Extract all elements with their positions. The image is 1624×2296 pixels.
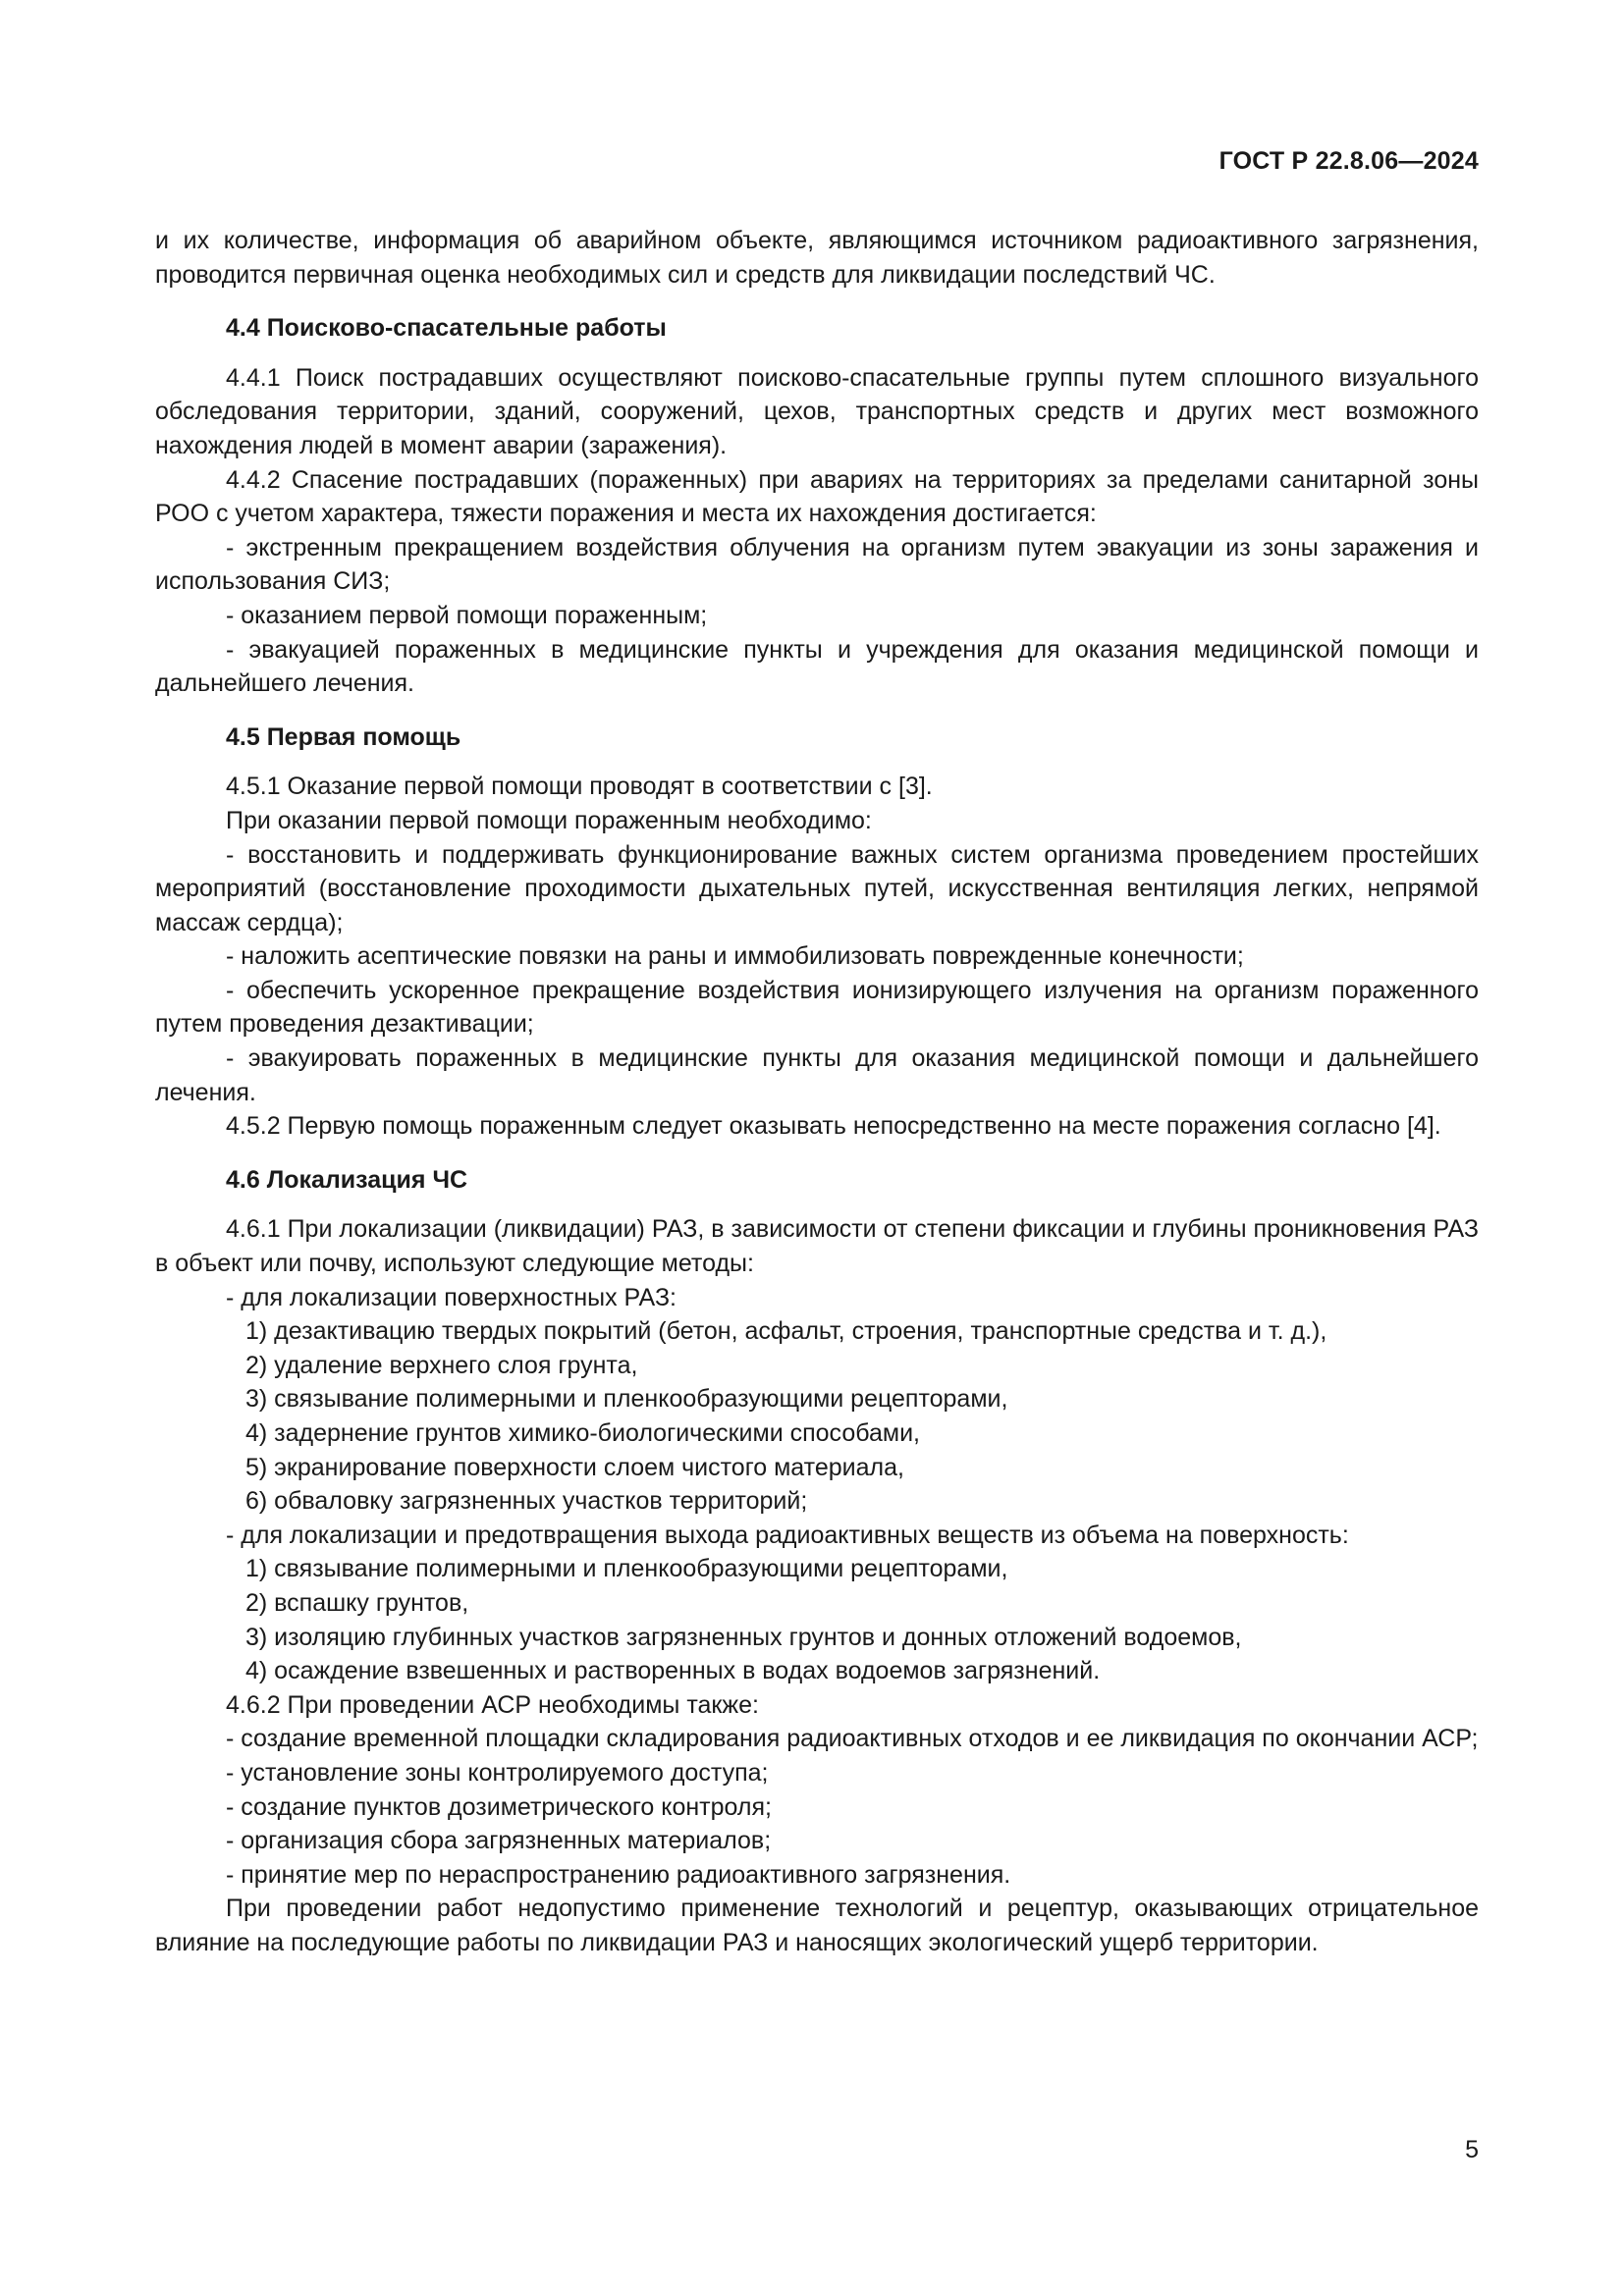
list-item: - экстренным прекращением воздействия облучения на организм путем эвакуации из зоны заражения и использования СИЗ;: [155, 533, 1479, 596]
list-item: - наложить асептические повязки на раны и иммобилизовать поврежденные конечности;: [226, 942, 1244, 971]
paragraph: и их количестве, информация об аварийном объекте, являющимся источником радиоактивного загрязнения, проводится первичная оценка необходимых сил и средств для ликвидации последствий ЧС.: [155, 227, 1479, 289]
paragraph: 4.6.2 При проведении АСР необходимы также:: [226, 1690, 759, 1719]
list-item: - организация сбора загрязненных материалов;: [226, 1827, 772, 1855]
paragraph: 4.5.2 Первую помощь пораженным следует оказывать непосредственно на месте поражения согласно [4].: [226, 1112, 1441, 1141]
section-heading: 4.4 Поисково-спасательные работы: [226, 314, 667, 343]
numbered-item: 2) вспашку грунтов,: [245, 1588, 469, 1617]
list-item: - для локализации поверхностных РАЗ:: [226, 1283, 677, 1311]
paragraph: 4.4.2 Спасение пострадавших (пораженных) при авариях на территориях за пределами санитарной зоны РОО с учетом характера, тяжести поражения и места их нахождения достигается:: [155, 465, 1479, 528]
list-item: - создание временной площадки складирования радиоактивных отходов и ее ликвидация по окончании АСР;: [226, 1725, 1479, 1753]
numbered-item: 4) осаждение взвешенных и растворенных в водах водоемов загрязнений.: [245, 1657, 1101, 1685]
list-item: - восстановить и поддерживать функционирование важных систем организма проведением простейших мероприятий (восстановление проходимости дыхательных путей, искусственная вентиляция легких, непрямой массаж сердца);: [155, 840, 1479, 936]
numbered-item: 3) изоляцию глубинных участков загрязненных грунтов и донных отложений водоемов,: [245, 1623, 1242, 1651]
paragraph: 4.6.1 При локализации (ликвидации) РАЗ, в зависимости от степени фиксации и глубины проникновения РАЗ в объект или почву, используют следующие методы:: [155, 1215, 1479, 1278]
numbered-item: 1) связывание полимерными и пленкообразующими рецепторами,: [245, 1555, 1008, 1583]
list-item: - оказанием первой помощи пораженным;: [226, 601, 708, 629]
page-number: 5: [1465, 2136, 1479, 2163]
list-item: - создание пунктов дозиметрического контроля;: [226, 1792, 772, 1821]
numbered-item: 1) дезактивацию твердых покрытий (бетон, асфальт, строения, транспортные средства и т. д.),: [245, 1317, 1327, 1346]
numbered-item: 2) удаление верхнего слоя грунта,: [245, 1351, 638, 1379]
paragraph: 4.5.1 Оказание первой помощи проводят в соответствии с [3].: [226, 773, 933, 801]
list-item: - принятие мер по нераспространению радиоактивного загрязнения.: [226, 1860, 1011, 1889]
document-body: [155, 224, 1479, 1960]
numbered-item: 3) связывание полимерными и пленкообразующими рецепторами,: [245, 1385, 1008, 1414]
paragraph: При проведении работ недопустимо применение технологий и рецептур, оказывающих отрицательное влияние на последующие работы по ликвидации РАЗ и наносящих экологический ущерб территории.: [155, 1895, 1479, 1956]
list-item: - установление зоны контролируемого доступа;: [226, 1758, 769, 1787]
list-item: - эвакуировать пораженных в медицинские пункты для оказания медицинской помощи и дальнейшего лечения.: [155, 1044, 1479, 1106]
numbered-item: 6) обваловку загрязненных участков территорий;: [245, 1487, 808, 1516]
list-item: - для локализации и предотвращения выхода радиоактивных веществ из объема на поверхность:: [226, 1521, 1349, 1549]
paragraph: При оказании первой помощи пораженным необходимо:: [226, 806, 872, 834]
list-item: - обеспечить ускоренное прекращение воздействия ионизирующего излучения на организм пораженного путем проведения дезактивации;: [155, 976, 1479, 1039]
section-heading: 4.5 Первая помощь: [226, 722, 461, 751]
numbered-item: 5) экранирование поверхности слоем чистого материала,: [245, 1453, 904, 1481]
paragraph: 4.4.1 Поиск пострадавших осуществляют поисково-спасательные группы путем сплошного визуального обследования территории, зданий, сооружений, цехов, транспортных средств и других мест возможного нахождения людей в момент аварии (заражения).: [155, 363, 1479, 459]
section-heading: 4.6 Локализация ЧС: [226, 1165, 468, 1194]
document-code: ГОСТ Р 22.8.06—2024: [1218, 147, 1479, 175]
list-item: - эвакуацией пораженных в медицинские пункты и учреждения для оказания медицинской помощи и дальнейшего лечения.: [155, 635, 1479, 698]
document-page: [155, 0, 1479, 2296]
numbered-item: 4) задернение грунтов химико-биологическими способами,: [245, 1419, 920, 1447]
